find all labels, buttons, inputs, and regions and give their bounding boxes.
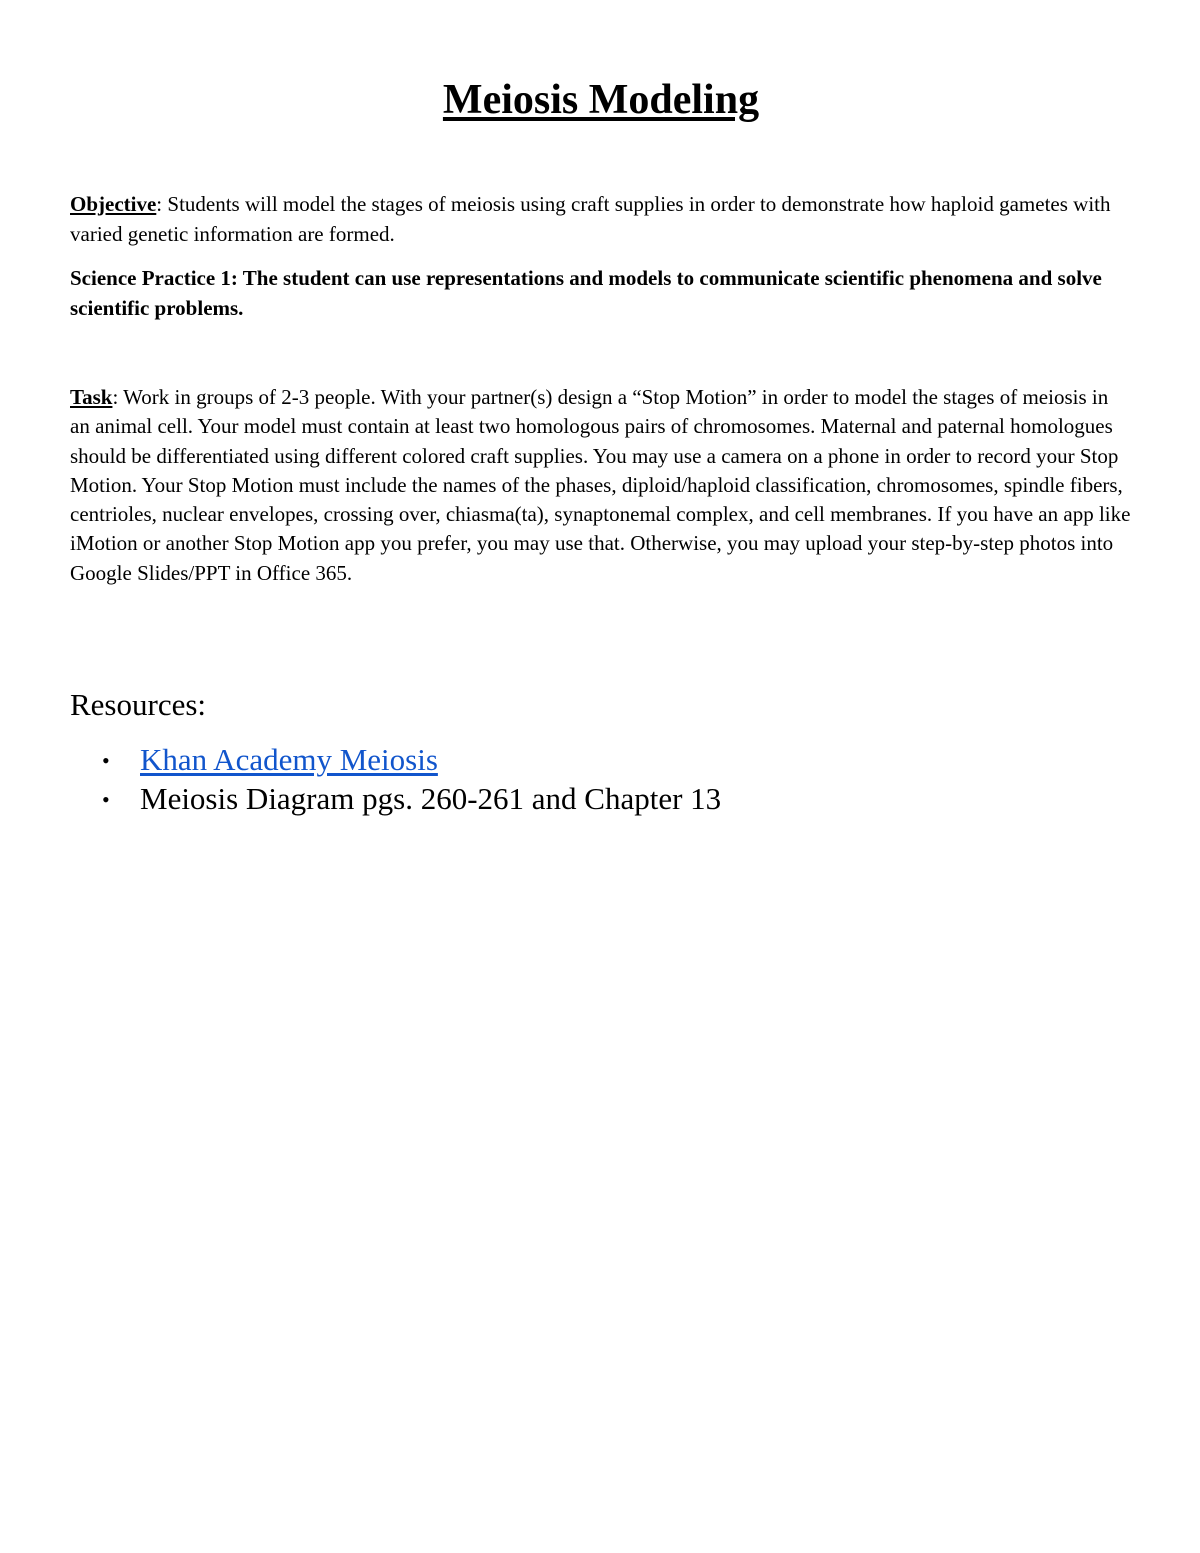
bullet-icon: • <box>102 748 110 773</box>
objective-separator: : <box>156 192 163 216</box>
resources-list <box>70 740 721 818</box>
khan-academy-meiosis-link[interactable]: Khan Academy Meiosis <box>140 742 438 777</box>
task-label: Task <box>70 385 113 409</box>
page-title: Meiosis Modeling <box>442 77 760 123</box>
task-paragraph <box>70 383 1132 588</box>
resource-item-khan-academy <box>70 740 721 779</box>
science-practice-statement: Science Practice 1: The student can use representations and models to communicate scientific phenomena and solve scientific problems. <box>70 266 1102 320</box>
task-text: Work in groups of 2-3 people. With your partner(s) design a “Stop Motion” in order to model the stages of meiosis in an animal cell. Your model must contain at least two homologous pairs of chromosomes. Maternal and paternal homologues should be differentiated using different colored craft supplies. You may use a camera on a phone in order to record your Stop Motion. Your Stop Motion must include the names of the phases, diploid/haploid classification, chromosomes, spindle fibers, centrioles, nuclear envelopes, crossing over, chiasma(ta), synaptonemal complex, and cell membranes. If you have an app like iMotion or another Stop Motion app you prefer, you may use that. Otherwise, you may upload your step-by-step photos into Google Slides/PPT in Office 365. <box>70 385 1131 585</box>
objective-label: Objective <box>70 192 157 216</box>
objective-text: Students will model the stages of meiosis using craft supplies in order to demonstrate how haploid gametes with varied genetic information are formed. <box>70 192 1111 246</box>
resources-heading: Resources: <box>70 687 207 722</box>
meiosis-diagram-reference: Meiosis Diagram pgs. 260-261 and Chapter 13 <box>140 781 722 816</box>
bullet-icon: • <box>102 787 110 812</box>
resource-item-meiosis-diagram <box>70 779 721 818</box>
task-separator: : <box>112 385 119 409</box>
objective-paragraph <box>70 190 1132 249</box>
